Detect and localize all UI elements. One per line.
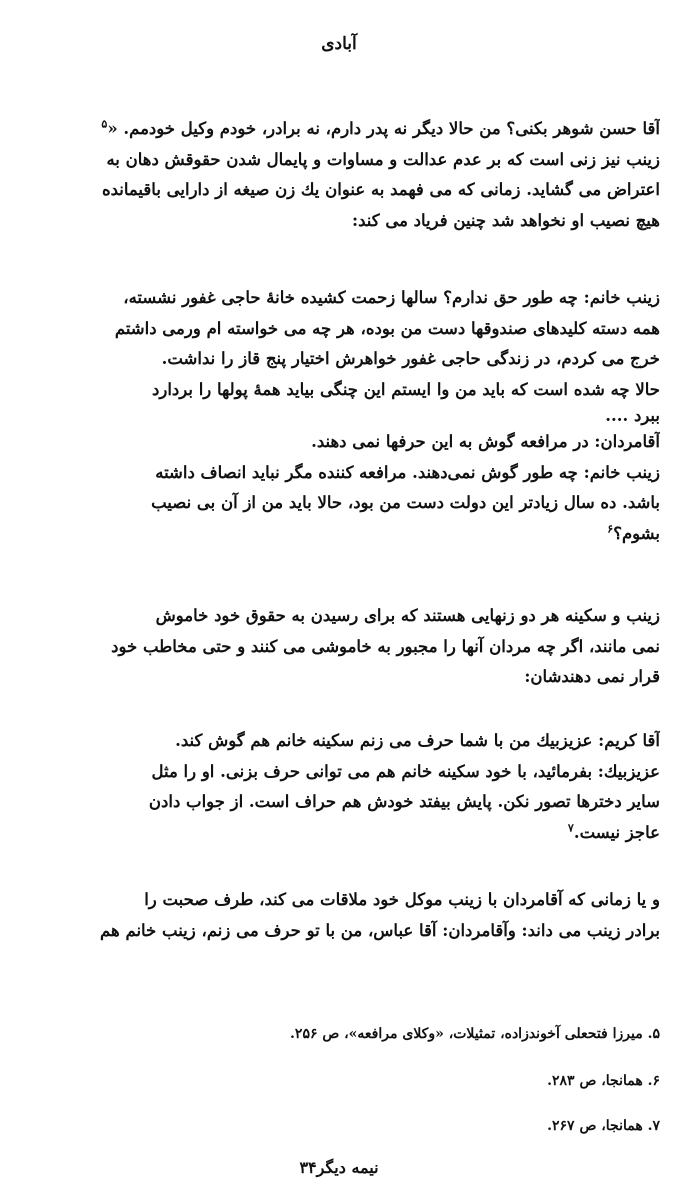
text-line-content: آقا حسن شوهر بکنی؟ من حالا دیگر نه پدر دارم، نه برادر، خودم وکیل خودمم. « bbox=[107, 119, 660, 138]
text-line: اعتراض می گشاید. زمانی که می فهمد به عنوان یك زن صیغه از دارایی باقیمانده bbox=[101, 180, 660, 199]
text-line: قرار نمی دهندشان: bbox=[524, 667, 660, 686]
running-header: آبادی bbox=[321, 34, 357, 54]
dialogue-aziz-beyk bbox=[20, 726, 660, 848]
text-line bbox=[20, 519, 660, 550]
text-line: برادر زینب می داند: وآقامردان: آقا عباس، من با تو حرف می زنم، زینب خانم هم bbox=[100, 920, 660, 940]
paragraph-zeynab-sakineh bbox=[20, 601, 660, 693]
text-line bbox=[20, 114, 660, 145]
dialogue-zeynab bbox=[20, 283, 660, 549]
text-line: زینب نیز زنی است که بر عدم عدالت و مساوات و پایمال شدن حقوقش دهان به bbox=[106, 149, 660, 169]
text-line: آقا کریم: عزیزبیك من با شما حرف می زنم سکینه خانم هم گوش کند. bbox=[175, 731, 660, 750]
text-line bbox=[20, 818, 660, 849]
page-footer: نیمه دیگر۳۴ bbox=[299, 1158, 379, 1177]
paragraph-intro bbox=[20, 114, 660, 236]
text-line-content: بشوم؟ bbox=[613, 523, 660, 543]
text-line: هیچ نصیب او نخواهد شد چنین فریاد می کند: bbox=[352, 210, 660, 230]
text-line: ببرد .... bbox=[605, 406, 660, 425]
text-line: آقامردان: در مرافعه گوش به این حرفها نمی دهند. bbox=[311, 432, 660, 451]
footnote-6: ۶. همانجا، ص ۲۸۳. bbox=[547, 1073, 660, 1089]
footnote-marker: ۶ bbox=[607, 522, 614, 535]
text-line: باشد. ده سال زیادتر این دولت دست من بود، حالا باید من از آن بی نصیب bbox=[151, 493, 660, 512]
text-line: عزیزبیك: بفرمائید، با خود سکینه خانم هم می توانی حرف بزنی. او را مثل bbox=[151, 761, 660, 781]
text-line: خرج می کردم، در زندگی حاجی غفور خواهرش اختیار پنج قاز را نداشت. bbox=[161, 349, 660, 368]
footnote-5: ۵. میرزا فتحعلی آخوندزاده، تمثیلات، «وکلای مرافعه»، ص ۲۵۶. bbox=[290, 1026, 660, 1042]
text-line: زینب خانم: چه طور حق ندارم؟ سالها زحمت کشیده خانهٔ حاجی غفور نشسته، bbox=[123, 288, 660, 307]
text-line: نمی مانند، اگر چه مردان آنها را مجبور به خاموشی می کنند و حتی مخاطب خود bbox=[111, 636, 660, 656]
text-line: حالا چه شده است که باید من وا ایستم این چنگی بیاید همهٔ پولها را بردارد bbox=[152, 379, 660, 399]
text-line: و یا زمانی که آقامردان با زینب موکل خود ملاقات می کند، طرف صحبت را bbox=[144, 890, 660, 909]
text-line: سایر دخترها تصور نکن. پایش بیفتد خودش هم حراف است. از جواب دادن bbox=[148, 792, 660, 811]
footnote-7: ۷. همانجا، ص ۲۶۷. bbox=[547, 1118, 660, 1134]
text-line: همه دسته کلیدهای صندوقها دست من بوده، هر چه می خواسته ام ورمی داشتم bbox=[114, 318, 660, 338]
text-line-content: عاجز نیست. bbox=[573, 822, 660, 842]
footnote-marker: ۵ bbox=[101, 117, 108, 131]
text-line: زینب و سکینه هر دو زنهایی هستند که برای رسیدن به حقوق خود خاموش bbox=[155, 606, 660, 625]
paragraph-closing bbox=[20, 885, 660, 946]
text-line: زینب خانم: چه طور گوش نمی‌دهند. مرافعه کننده مگر نباید انصاف داشته bbox=[155, 462, 660, 482]
footnote-marker: ۷ bbox=[567, 821, 574, 834]
